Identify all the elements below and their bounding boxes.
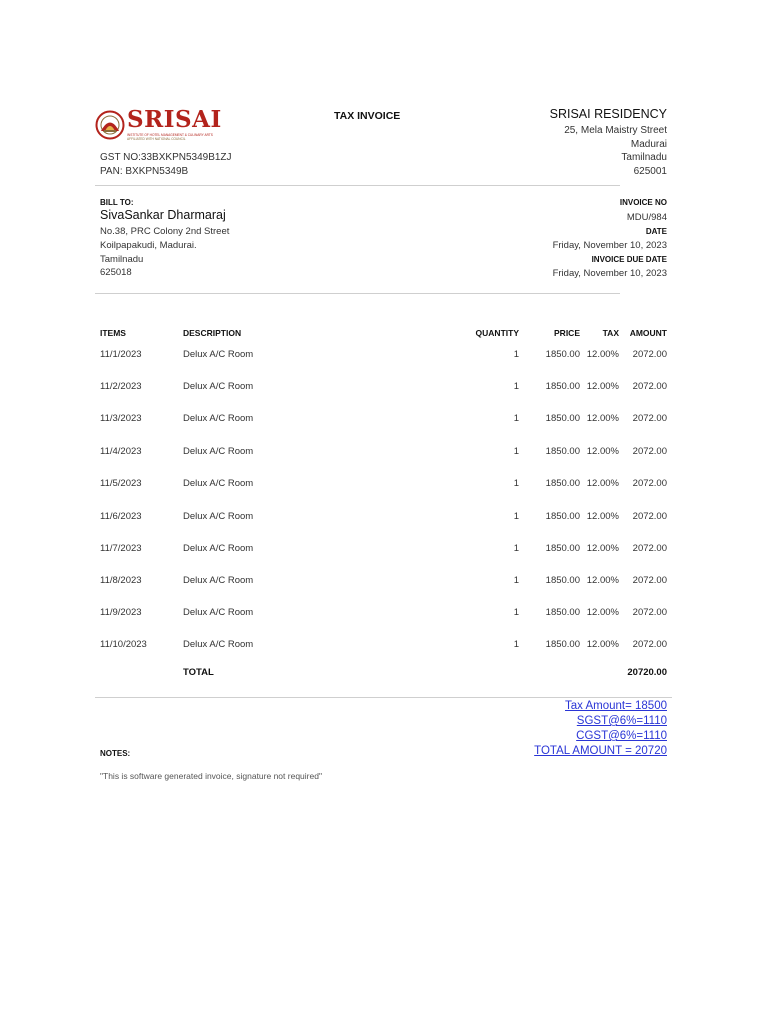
cell-quantity: 1 — [513, 543, 519, 554]
cell-description: Delux A/C Room — [183, 349, 254, 360]
invoice-no: MDU/984 — [626, 212, 667, 223]
cell-amount: 2072.00 — [632, 413, 667, 424]
company-pin: 625001 — [633, 166, 667, 177]
invoice-due-date: Friday, November 10, 2023 — [552, 268, 667, 279]
table-row — [0, 639, 768, 659]
col-header-description: DESCRIPTION — [183, 328, 242, 338]
cell-price: 1850.00 — [545, 478, 580, 489]
cell-amount: 2072.00 — [632, 511, 667, 522]
logo-tagline-2: AFFILIATED WITH NATIONAL COUNCIL — [127, 137, 186, 141]
cell-amount: 2072.00 — [632, 543, 667, 554]
company-city: Madurai — [630, 139, 667, 150]
table-row — [0, 607, 768, 627]
company-logo — [95, 108, 230, 140]
cell-tax: 12.00% — [586, 639, 619, 650]
cell-amount: 2072.00 — [632, 446, 667, 457]
customer-name: SivaSankar Dharmaraj — [100, 208, 226, 222]
cell-description: Delux A/C Room — [183, 607, 254, 618]
cell-price: 1850.00 — [545, 349, 580, 360]
total-amount-link[interactable]: TOTAL AMOUNT = 20720 — [534, 745, 667, 757]
customer-address-line2: Koilpapakudi, Madurai. — [100, 240, 197, 251]
cell-item: 11/4/2023 — [100, 446, 142, 457]
cell-quantity: 1 — [513, 413, 519, 424]
col-header-tax: TAX — [602, 328, 619, 338]
cell-item: 11/9/2023 — [100, 607, 142, 618]
cell-tax: 12.00% — [586, 381, 619, 392]
cell-description: Delux A/C Room — [183, 575, 254, 586]
cell-price: 1850.00 — [545, 381, 580, 392]
cell-item: 11/7/2023 — [100, 543, 142, 554]
invoice-no-label: INVOICE NO — [619, 198, 667, 207]
table-row — [0, 413, 768, 433]
date-label: DATE — [645, 227, 667, 236]
table-row — [0, 478, 768, 498]
col-header-quantity: QUANTITY — [475, 328, 519, 338]
notes-label: NOTES: — [100, 749, 131, 758]
cell-price: 1850.00 — [545, 607, 580, 618]
pan-number: PAN: BXKPN5349B — [100, 166, 189, 177]
cell-tax: 12.00% — [586, 478, 619, 489]
cell-amount: 2072.00 — [632, 381, 667, 392]
cell-item: 11/10/2023 — [100, 639, 147, 650]
cell-quantity: 1 — [513, 639, 519, 650]
invoice-date: Friday, November 10, 2023 — [552, 240, 667, 251]
company-state: Tamilnadu — [621, 152, 667, 163]
cell-amount: 2072.00 — [632, 607, 667, 618]
cell-item: 11/6/2023 — [100, 511, 142, 522]
cell-price: 1850.00 — [545, 543, 580, 554]
cell-item: 11/8/2023 — [100, 575, 142, 586]
cell-quantity: 1 — [513, 607, 519, 618]
divider — [95, 697, 672, 698]
total-value: 20720.00 — [627, 667, 667, 678]
cell-item: 11/1/2023 — [100, 349, 142, 360]
cell-quantity: 1 — [513, 478, 519, 489]
notes-text: "This is software generated invoice, signature not required" — [100, 771, 322, 781]
cell-amount: 2072.00 — [632, 575, 667, 586]
cell-tax: 12.00% — [586, 349, 619, 360]
logo-wordmark: SRISAI — [127, 106, 222, 133]
cell-tax: 12.00% — [586, 607, 619, 618]
company-street: 25, Mela Maistry Street — [564, 125, 667, 136]
cell-price: 1850.00 — [545, 639, 580, 650]
company-name: SRISAI RESIDENCY — [549, 107, 667, 121]
table-row — [0, 381, 768, 401]
logo-tagline: INSTITUTE OF HOTEL MANAGEMENT & CULINARY ARTS — [127, 133, 213, 137]
table-row — [0, 446, 768, 466]
cell-item: 11/2/2023 — [100, 381, 142, 392]
sgst-link[interactable]: SGST@6%=1110 — [576, 715, 667, 727]
cell-tax: 12.00% — [586, 575, 619, 586]
col-header-price: PRICE — [554, 328, 580, 338]
divider — [95, 185, 620, 186]
cell-item: 11/3/2023 — [100, 413, 142, 424]
cell-description: Delux A/C Room — [183, 511, 254, 522]
cell-tax: 12.00% — [586, 543, 619, 554]
cgst-link[interactable]: CGST@6%=1110 — [576, 730, 667, 742]
table-row — [0, 511, 768, 531]
cell-description: Delux A/C Room — [183, 446, 254, 457]
cell-price: 1850.00 — [545, 511, 580, 522]
cell-quantity: 1 — [513, 381, 519, 392]
divider — [95, 293, 620, 294]
document-title: TAX INVOICE — [334, 110, 401, 122]
customer-address-line3: Tamilnadu — [100, 254, 144, 265]
customer-address-line1: No.38, PRC Colony 2nd Street — [100, 226, 230, 237]
cell-amount: 2072.00 — [632, 639, 667, 650]
cell-quantity: 1 — [513, 575, 519, 586]
cell-description: Delux A/C Room — [183, 381, 254, 392]
cell-description: Delux A/C Room — [183, 543, 254, 554]
customer-address-line4: 625018 — [100, 267, 132, 278]
cell-quantity: 1 — [513, 511, 519, 522]
tax-amount-link[interactable]: Tax Amount= 18500 — [565, 700, 667, 712]
table-row — [0, 543, 768, 563]
col-header-amount: AMOUNT — [629, 328, 667, 338]
table-row — [0, 575, 768, 595]
logo-emblem-icon — [95, 110, 125, 140]
total-label: TOTAL — [183, 667, 214, 678]
cell-price: 1850.00 — [545, 446, 580, 457]
cell-amount: 2072.00 — [632, 478, 667, 489]
cell-price: 1850.00 — [545, 575, 580, 586]
cell-tax: 12.00% — [586, 446, 619, 457]
table-row — [0, 349, 768, 369]
bill-to-label: BILL TO: — [100, 198, 134, 207]
cell-quantity: 1 — [513, 446, 519, 457]
cell-description: Delux A/C Room — [183, 639, 254, 650]
col-header-items: ITEMS — [100, 328, 126, 338]
cell-item: 11/5/2023 — [100, 478, 142, 489]
cell-amount: 2072.00 — [632, 349, 667, 360]
cell-tax: 12.00% — [586, 511, 619, 522]
cell-tax: 12.00% — [586, 413, 619, 424]
due-date-label: INVOICE DUE DATE — [591, 255, 667, 264]
gst-number: GST NO:33BXKPN5349B1ZJ — [100, 152, 232, 163]
cell-description: Delux A/C Room — [183, 413, 254, 424]
cell-price: 1850.00 — [545, 413, 580, 424]
cell-quantity: 1 — [513, 349, 519, 360]
cell-description: Delux A/C Room — [183, 478, 254, 489]
